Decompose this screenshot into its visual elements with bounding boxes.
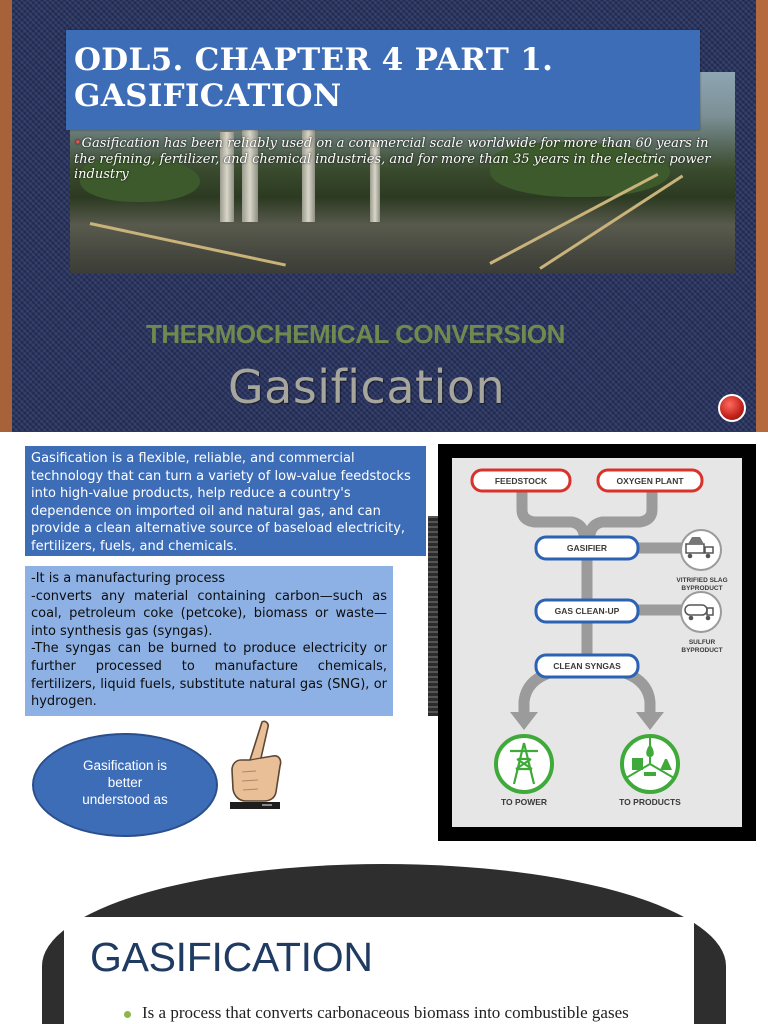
to-products-label: TO PRODUCTS bbox=[619, 797, 681, 807]
process-textbox bbox=[25, 566, 393, 716]
slide-title bbox=[0, 0, 768, 432]
definition-textbox: Gasification is a flexible, reliable, and commercial technology that can turn a variety of low-value feedstocks into high-value products, help reduce a country's dependence on imported oil and natural gas, and can provide a clean alternative source of baseload electricity, fertilizers, fuels, and chemicals. bbox=[25, 446, 426, 556]
sulfur-line-2: BYPRODUCT bbox=[681, 647, 723, 654]
intro-text: Gasification has been reliably used on a commercial scale worldwide for more than 60 years in the refining, fertilizer, and chemical industries, and for more than 35 years in the electric power industry bbox=[74, 136, 711, 182]
process-line: -converts any material containing carbon—such as coal, petroleum coke (petcoke), biomass or waste—into synthesis gas (syngas). bbox=[31, 588, 387, 639]
sulfur-line-1: SULFUR bbox=[688, 639, 716, 646]
arrow-to-power bbox=[510, 712, 538, 730]
diagram-gasifier-label: GASIFIER bbox=[566, 543, 608, 553]
slide3-title: GASIFICATION bbox=[90, 934, 373, 980]
connector-right-out bbox=[622, 672, 650, 716]
to-power-label: TO POWER bbox=[500, 797, 548, 807]
slag-truck-icon bbox=[681, 530, 721, 570]
process-line: -The syngas can be burned to produce electricity or further processed to manufacture chemicals, fertilizers, liquid fuels, substitute natural gas (SNG), or hydrogen. bbox=[31, 641, 387, 710]
flow-diagram-svg bbox=[452, 458, 742, 827]
divider-strip bbox=[428, 516, 438, 716]
process-line: -It is a manufacturing process bbox=[31, 571, 226, 586]
diagram-cleanup-label: GAS CLEAN-UP bbox=[554, 606, 620, 616]
connector-feedstock bbox=[522, 490, 584, 542]
sulfur-tanker-icon bbox=[681, 592, 721, 632]
connector-left-out bbox=[524, 672, 552, 716]
title-line-1: ODL5. CHAPTER 4 PART 1. bbox=[74, 42, 554, 78]
arrow-to-products bbox=[636, 712, 664, 730]
diagram-panel bbox=[452, 458, 742, 827]
power-tower-icon bbox=[496, 736, 552, 792]
bullet-dot-icon bbox=[124, 1011, 131, 1018]
slide-right-accent-bar bbox=[756, 0, 768, 432]
intro-bullet-marker: • bbox=[74, 136, 82, 151]
slag-line-2: BYPRODUCT bbox=[681, 585, 723, 592]
record-button[interactable] bbox=[718, 394, 746, 422]
page-title bbox=[74, 42, 553, 114]
slide-gasification-definition bbox=[0, 864, 768, 1024]
products-icon bbox=[622, 736, 678, 792]
gasification-heading: Gasification bbox=[228, 360, 506, 414]
slag-line-1: VITRIFIED SLAG bbox=[676, 577, 728, 584]
thermochemical-banner: THERMOCHEMICAL CONVERSION bbox=[146, 319, 565, 349]
title-line-2: GASIFICATION bbox=[74, 78, 342, 114]
diagram-syngas-label: CLEAN SYNGAS bbox=[553, 661, 621, 671]
callout-text: Gasification is better understood as bbox=[82, 758, 168, 807]
diagram-feedstock-label: FEEDSTOCK bbox=[494, 476, 548, 486]
connector-oxygen bbox=[590, 490, 652, 542]
pointing-hand-icon bbox=[228, 718, 288, 810]
gasification-flow-diagram bbox=[438, 444, 756, 841]
slide-title-box bbox=[66, 30, 700, 130]
slide-left-accent-bar bbox=[0, 0, 12, 432]
slide3-bullet-text: Is a process that converts carbonaceous biomass into combustible gases bbox=[142, 1003, 629, 1022]
diagram-oxygen-label: OXYGEN PLANT bbox=[616, 476, 684, 486]
intro-bullet-text bbox=[74, 136, 714, 183]
callout-oval bbox=[32, 733, 218, 837]
